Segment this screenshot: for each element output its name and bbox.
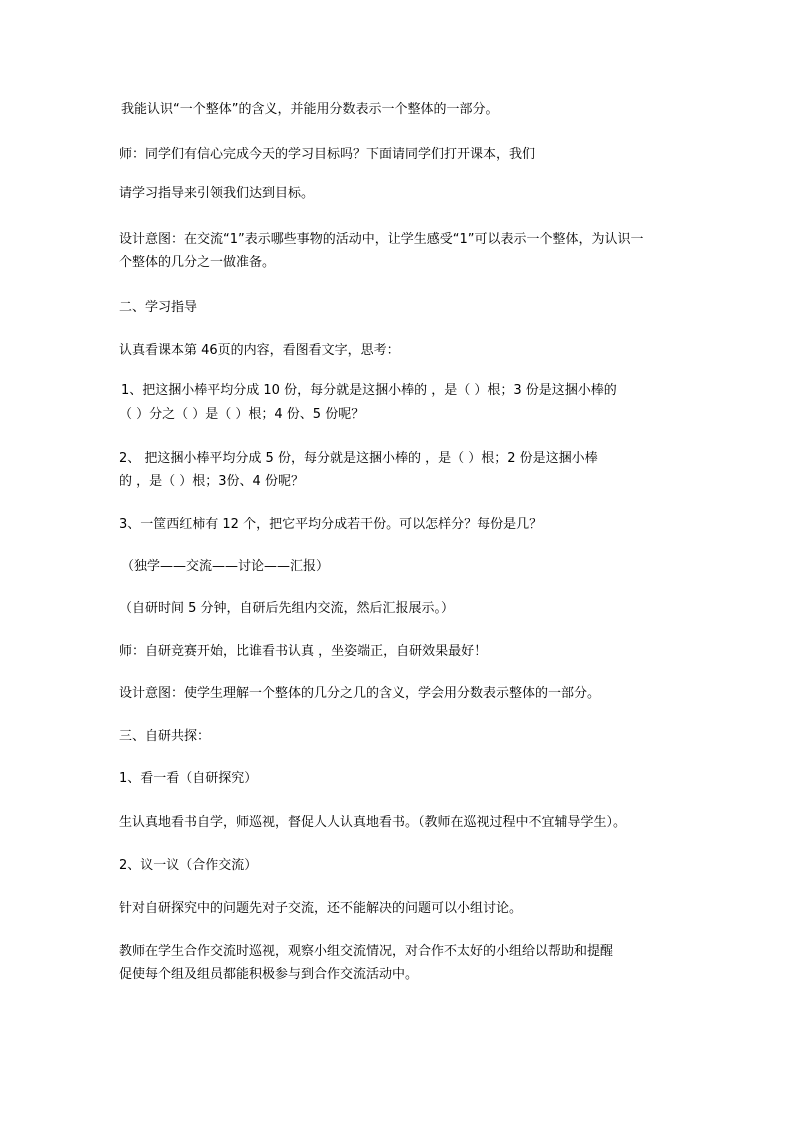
text-line-pair-exchange: 针对自研探究中的问题先对子交流，还不能解决的问题可以小组讨论。 — [119, 901, 523, 916]
question-2-line-a: 2、 把这捆小棒平均分成 5 份，每分就是这捆小棒的 ，是（ ）根；2 份是这捆小棒 — [119, 451, 598, 466]
text-line-instruction: 认真看课本第 46页的内容，看图看文字，思考： — [119, 343, 400, 358]
text-line-process: （独学——交流——讨论——汇报） — [121, 559, 330, 574]
text-line-teacher-patrol-a: 教师在学生合作交流时巡视，观察小组交流情况，对合作不太好的小组给以帮助和提醒 — [119, 944, 614, 959]
text-line-design-1b: 个整体的几分之一做准备。 — [119, 255, 276, 270]
text-line-teacher-3: 师：自研竞赛开始，比谁看书认真 ，坐姿端正，自研效果最好！ — [119, 644, 488, 659]
question-1-line-b: （ ）分之（ ）是（ ）根；4 份、5 份呢？ — [119, 407, 365, 422]
section-heading-2: 二、学习指导 — [119, 300, 198, 315]
text-line-look: 1、看一看（自研探究） — [119, 771, 258, 786]
text-line-discuss: 2、议一议（合作交流） — [119, 858, 258, 873]
text-line-teacher-1: 师：同学们有信心完成今天的学习目标吗？下面请同学们打开课本，我们 — [119, 147, 536, 162]
text-line-teacher-2: 请学习指导来引领我们达到目标。 — [119, 186, 315, 201]
text-line-time: （自研时间 5 分钟，自研后先组内交流，然后汇报展示。） — [119, 601, 455, 616]
text-line-goal: 我能认识“一个整体”的含义，并能用分数表示一个整体的一部分。 — [121, 102, 499, 117]
question-2-line-b: 的 ，是（ ）根；3份、4 份呢？ — [119, 474, 304, 489]
text-line-design-2: 设计意图：使学生理解一个整体的几分之几的含义，学会用分数表示整体的一部分。 — [119, 686, 601, 701]
text-line-self-study: 生认真地看书自学，师巡视，督促人人认真地看书。（教师在巡视过程中不宜辅导学生）。 — [119, 815, 627, 830]
question-3: 3、一筐西红柿有 12 个，把它平均分成若干份。可以怎样分？每份是几？ — [119, 517, 543, 532]
text-line-teacher-patrol-b: 促使每个组及组员都能积极参与到合作交流活动中。 — [119, 967, 419, 982]
question-1-line-a: 1、把这捆小棒平均分成 10 份，每分就是这捆小棒的 ，是（ ）根；3 份是这捆小棒的 — [121, 383, 617, 398]
text-line-design-1a: 设计意图：在交流“1”表示哪些事物的活动中，让学生感受“1”可以表示一个整体，为认识一 — [119, 232, 644, 247]
section-heading-3: 三、自研共探： — [119, 729, 211, 744]
